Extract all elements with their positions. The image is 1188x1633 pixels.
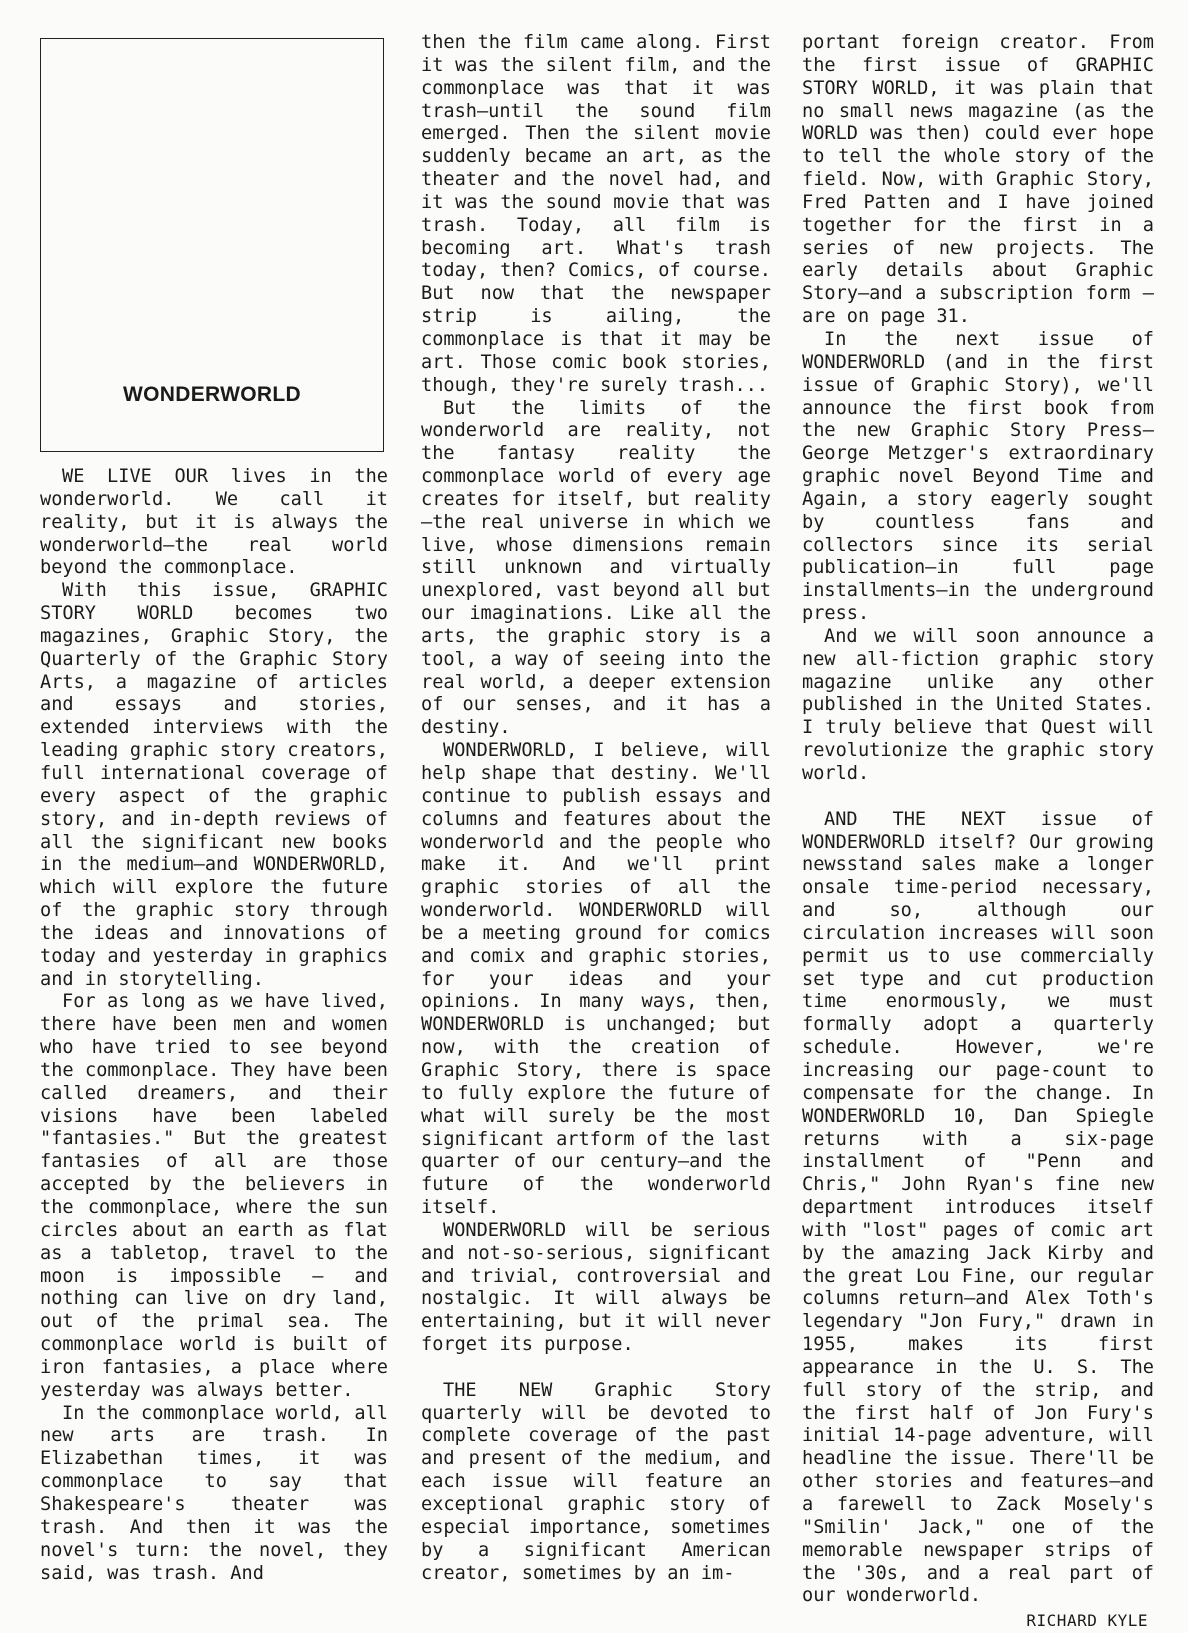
- column-3: [802, 32, 1154, 1633]
- paragraph: In the commonplace world, all new arts are trash. In Elizabethan times, it was commonplace to say that Shakespeare's theater was trash. And then it was the novel's turn: the novel, they said, was trash. And: [40, 1402, 388, 1584]
- page-title: WONDERWORLD: [123, 383, 301, 406]
- paragraph: portant foreign creator. From the first issue of GRAPHIC STORY WORLD, it was plain that no small news magazine (as the WORLD was then) could ever hope to tell the whole story of the field. Now, with Graphic Story, Fred Patten and I have joined together for the first in a series of new projects. The early details about Graphic Story—and a subscription form —are on page 31.: [802, 32, 1154, 328]
- paragraph: And we will soon announce a new all-fiction graphic story magazine unlike any other published in the United States. I truly believe that Quest will revolutionize the graphic story world.: [802, 625, 1154, 784]
- title-box: [40, 38, 384, 452]
- paragraph: But the limits of the wonderworld are reality, not the fantasy reality the commonplace world of every age creates for itself, but reality—the real universe in which we live, whose dimensions remain still unknown and virtually unexplored, vast beyond all but our imaginations. Like all the arts, the graphic story is a tool, a way of seeing into the real world, a deeper extension of our senses, and it has a destiny.: [421, 397, 771, 739]
- column-2: [421, 32, 771, 1585]
- paragraph: WE LIVE OUR lives in the wonderworld. We call it reality, but it is always the wonderworld—the real world beyond the commonplace.: [40, 466, 388, 579]
- paragraph: AND THE NEXT issue of WONDERWORLD itself? Our growing newsstand sales make a longer onsale time-period necessary, and so, although our circulation increases will soon permit us to use commercially set type and cut production time enormously, we must formally adopt a quarterly schedule. However, we're increasing our page-count to compensate for the change. In WONDERWORLD 10, Dan Spiegle returns with a six-page installment of "Penn and Chris," John Ryan's fine new department introduces itself with "lost" pages of comic art by the amazing Jack Kirby and the great Lou Fine, our regular columns return—and Alex Toth's legendary "Jon Fury," drawn in 1955, makes its first appearance in the U. S. The full story of the strip, and the first half of Jon Fury's initial 14-page adventure, will headline the issue. There'll be other stories and features—and a farewell to Zack Mosely's "Smilin' Jack," one of the memorable newspaper strips of the '30s, and a real part of our wonderworld.: [802, 808, 1154, 1607]
- paragraph: THE NEW Graphic Story quarterly will be devoted to complete coverage of the past and present of the medium, and each issue will feature an exceptional graphic story of especial importance, sometimes by a significant American creator, sometimes by an im-: [421, 1379, 771, 1584]
- paragraph: then the film came along. First it was the silent film, and the commonplace was that it was trash—until the sound film emerged. Then the silent movie suddenly became an art, as the theater and the novel had, and it was the sound movie that was trash. Today, all film is becoming art. What's trash today, then? Comics, of course. But now that the newspaper strip is ailing, the commonplace is that it may be art. Those comic book stories, though, they're surely trash...: [421, 32, 771, 396]
- paragraph: In the next issue of WONDERWORLD (and in the first issue of Graphic Story), we'll announce the first book from the new Graphic Story Press—George Metzger's extraordinary graphic novel Beyond Time and Again, a story eagerly sought by countless fans and collectors since its serial publication—in full page installments—in the underground press.: [802, 328, 1154, 625]
- paragraph: WONDERWORLD, I believe, will help shape that destiny. We'll continue to publish essays and columns and features about the wonderworld and the people who make it. And we'll print graphic stories of all the wonderworld. WONDERWORLD will be a meeting ground for comics and comix and graphic stories, for your ideas and your opinions. In many ways, then, WONDERWORLD is unchanged; but now, with the creation of Graphic Story, there is space to fully explore the future of what will surely be the most significant artform of the last quarter of our century—and the future of the wonderworld itself.: [421, 740, 771, 1219]
- author-signature: RICHARD KYLE: [1026, 1611, 1148, 1631]
- paragraph: For as long as we have lived, there have been men and women who have tried to see beyond the commonplace. They have been called dreamers, and their visions have been labeled "fantasies." But the greatest fantasies of all are those accepted by the believers in the commonplace, where the sun circles about an earth as flat as a tabletop, travel to the moon is impossible — and nothing can live on dry land, out of the primal sea. The commonplace world is built of iron fantasies, a place where yesterday was always better.: [40, 991, 388, 1401]
- paragraph: With this issue, GRAPHIC STORY WORLD becomes two magazines, Graphic Story, the Quarterly of the Graphic Story Arts, a magazine of articles and essays and stories, extended interviews with the leading graphic story creators, full international coverage of every aspect of the graphic story, and in-depth reviews of all the significant new books in the medium—and WONDERWORLD, which will explore the future of the graphic story through the ideas and innovations of today and yesterday in graphics and in storytelling.: [40, 580, 388, 990]
- column-1: [40, 32, 388, 1585]
- paragraph: WONDERWORLD will be serious and not-so-serious, significant and trivial, controversial and nostalgic. It will always be entertaining, but it will never forget its purpose.: [421, 1219, 771, 1356]
